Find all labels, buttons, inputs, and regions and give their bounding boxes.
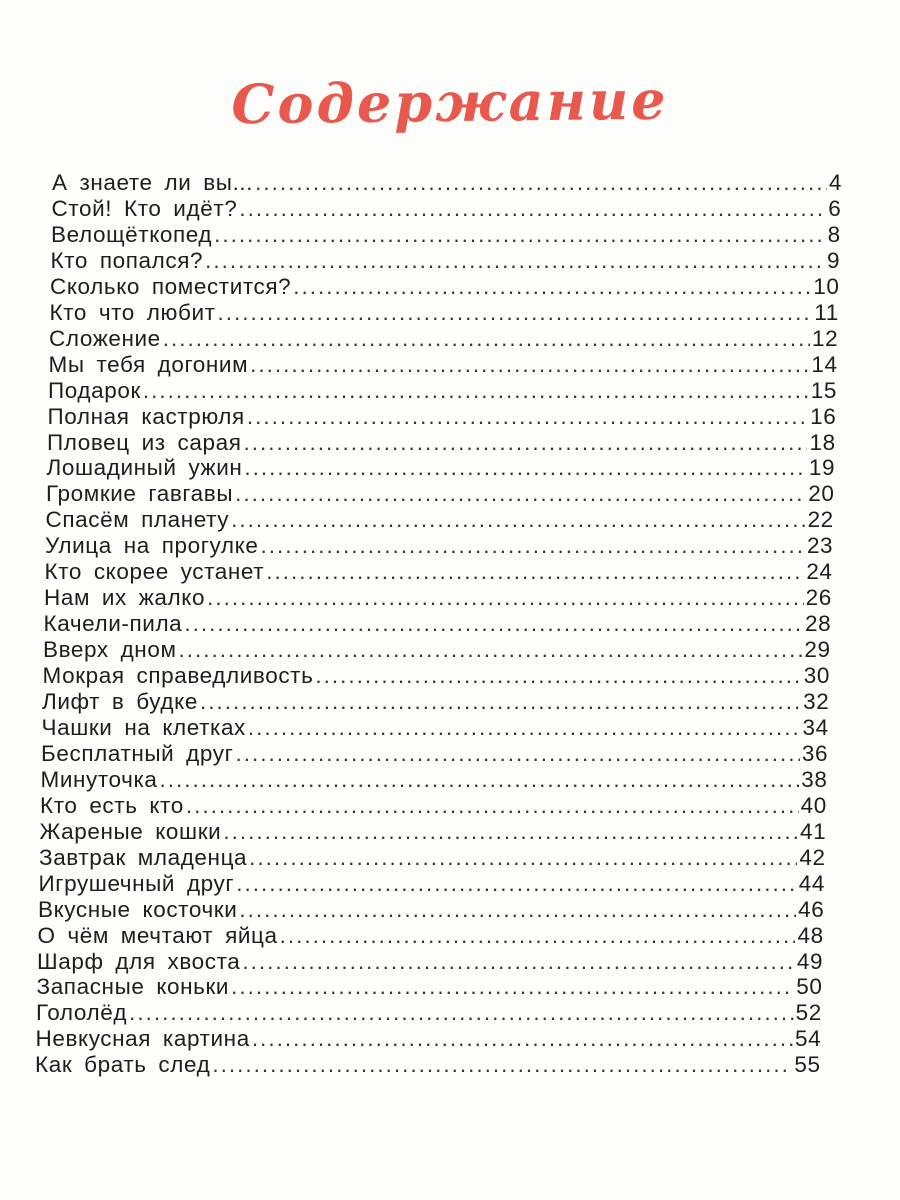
entry-title: Лифт в будке	[42, 689, 198, 714]
toc-entry[interactable]	[46, 481, 834, 507]
dot-leader	[160, 767, 800, 793]
entry-title: Невкусная картина	[35, 1026, 250, 1052]
entry-page-number: 6	[828, 195, 842, 221]
entry-title: Жареные кошки	[39, 818, 222, 844]
dot-leader	[252, 1026, 793, 1052]
dot-leader	[266, 559, 804, 585]
toc-entry[interactable]	[39, 845, 826, 871]
entry-title: Гололёд	[36, 1000, 128, 1026]
dot-leader	[231, 507, 805, 533]
toc-entry[interactable]	[49, 352, 838, 378]
toc-entry[interactable]	[51, 222, 841, 248]
toc-entry[interactable]	[41, 767, 828, 793]
entry-title: Лошадиный ужин	[46, 455, 243, 481]
dot-leader	[205, 248, 825, 274]
entry-title: Вверх дном	[43, 637, 177, 663]
entry-page-number: 32	[803, 689, 830, 714]
entry-title: Стой! Кто идёт?	[51, 195, 238, 221]
entry-page-number: 4	[828, 170, 842, 195]
entry-page-number: 30	[803, 663, 831, 689]
toc-entry[interactable]	[47, 430, 836, 456]
toc-entry[interactable]	[44, 585, 832, 611]
entry-page-number: 9	[826, 247, 841, 273]
toc-entry[interactable]	[40, 819, 827, 845]
entry-title: Кто скорее устанет	[44, 559, 265, 585]
toc-entry[interactable]	[43, 637, 831, 663]
entry-page-number: 55	[794, 1052, 821, 1078]
entry-title: Кто что любит	[49, 299, 216, 325]
entry-title: Нам их жалко	[44, 585, 206, 611]
entry-title: Завтрак младенца	[39, 844, 248, 870]
dot-leader	[184, 611, 803, 637]
entry-page-number: 19	[808, 455, 836, 481]
dot-leader	[214, 222, 825, 248]
entry-title: Качели-пила	[43, 611, 183, 637]
toc-entry[interactable]	[36, 1026, 822, 1052]
entry-page-number: 8	[827, 221, 841, 247]
toc-entry[interactable]	[48, 404, 837, 430]
dot-leader	[244, 430, 808, 456]
entry-page-number: 54	[794, 1026, 822, 1052]
entry-page-number: 24	[806, 559, 833, 585]
toc-entry[interactable]	[51, 248, 841, 274]
toc-entry[interactable]	[52, 196, 842, 222]
entry-page-number: 15	[810, 377, 837, 403]
entry-title: Мы тебя догоним	[48, 351, 249, 377]
toc-entry[interactable]	[48, 378, 837, 404]
dot-leader	[255, 170, 827, 196]
dot-leader	[242, 949, 794, 975]
entry-page-number: 49	[796, 948, 824, 974]
entry-title: Кто есть кто	[40, 792, 184, 818]
toc-entry[interactable]	[47, 455, 836, 481]
entry-page-number: 42	[799, 844, 826, 870]
toc-entry[interactable]	[35, 1052, 821, 1078]
toc-entry[interactable]	[45, 533, 833, 559]
toc-entry[interactable]	[38, 897, 824, 923]
entry-page-number: 48	[797, 922, 824, 948]
toc-entry[interactable]	[46, 507, 834, 533]
dot-leader	[239, 196, 826, 222]
entry-page-number: 38	[801, 766, 828, 792]
toc-entry[interactable]	[39, 871, 825, 897]
entry-page-number: 50	[796, 974, 823, 1000]
entry-title: Чашки на клетках	[41, 714, 246, 740]
dot-leader	[260, 533, 804, 559]
toc-entry[interactable]	[45, 559, 833, 585]
dot-leader	[186, 793, 799, 819]
dot-leader	[163, 326, 810, 352]
entry-title: Мокрая справедливость	[42, 663, 314, 689]
dot-leader	[179, 637, 803, 663]
entry-page-number: 46	[798, 896, 825, 922]
entry-page-number: 18	[809, 429, 836, 455]
toc-entry[interactable]	[37, 949, 823, 975]
entry-title: А знаете ли вы...	[52, 170, 254, 195]
entry-title: Вкусные косточки	[38, 896, 238, 922]
entry-title: Кто попался?	[50, 247, 204, 273]
dot-leader	[293, 274, 811, 300]
toc-entry[interactable]	[38, 923, 824, 949]
entry-page-number: 14	[811, 351, 838, 377]
dot-leader	[239, 897, 796, 923]
dot-leader	[212, 1052, 792, 1078]
toc-entry[interactable]	[43, 663, 831, 689]
toc-entry[interactable]	[36, 1000, 822, 1026]
entry-title: Как брать след	[35, 1052, 211, 1078]
toc-entry[interactable]	[50, 274, 839, 300]
entry-page-number: 16	[810, 403, 837, 429]
toc-entry[interactable]	[42, 715, 829, 741]
entry-page-number: 22	[807, 507, 834, 533]
entry-title: Спасём планету	[45, 507, 230, 533]
toc-entry[interactable]	[49, 326, 838, 352]
entry-title: Пловец из сарая	[47, 429, 242, 455]
entry-title: Сложение	[49, 325, 161, 351]
entry-page-number: 20	[808, 481, 835, 507]
dot-leader	[244, 455, 806, 481]
dot-leader	[207, 585, 804, 611]
dot-leader	[315, 663, 801, 689]
page-title: Содержание	[231, 67, 669, 137]
entry-page-number: 11	[814, 299, 839, 325]
entry-title: Улица на прогулке	[45, 533, 259, 559]
entry-page-number: 40	[800, 792, 827, 818]
dot-leader	[218, 300, 813, 326]
entry-page-number: 10	[813, 273, 840, 299]
entry-title: Шарф для хвоста	[37, 948, 241, 974]
toc-entry[interactable]	[42, 689, 829, 715]
dot-leader	[235, 741, 799, 767]
entry-title: Игрушечный друг	[38, 870, 235, 896]
toc-entry[interactable]	[40, 793, 827, 819]
entry-page-number: 26	[805, 585, 832, 611]
entry-title: Полная кастрюля	[47, 403, 245, 429]
dot-leader	[143, 378, 809, 404]
toc-entry[interactable]	[41, 741, 828, 767]
entry-page-number: 44	[798, 870, 825, 896]
entry-page-number: 23	[806, 533, 834, 559]
dot-leader	[250, 352, 809, 378]
entry-page-number: 36	[801, 740, 829, 766]
entry-page-number: 28	[805, 611, 832, 637]
entry-page-number: 41	[800, 818, 827, 844]
toc-entry[interactable]	[50, 300, 839, 326]
entry-title: Бесплатный друг	[41, 740, 234, 766]
entry-title: Велощёткопед	[51, 221, 213, 247]
dot-leader	[223, 819, 798, 845]
entry-title: Громкие гавгавы	[46, 481, 234, 507]
dot-leader	[236, 871, 797, 897]
toc-entry[interactable]	[44, 611, 832, 637]
entry-title: Запасные коньки	[36, 974, 230, 1000]
entry-page-number: 34	[802, 714, 829, 740]
dot-leader	[248, 715, 801, 741]
dot-leader	[235, 481, 806, 507]
dot-leader	[247, 404, 808, 430]
entry-title: Подарок	[48, 377, 141, 403]
entry-page-number: 29	[804, 637, 831, 663]
entry-title: О чём мечтают яйца	[37, 922, 278, 948]
dot-leader	[231, 974, 794, 1000]
entry-page-number: 12	[811, 325, 839, 351]
toc-entry[interactable]	[37, 974, 823, 1000]
dot-leader	[200, 689, 801, 715]
entry-page-number: 52	[795, 1000, 822, 1026]
toc-entry[interactable]	[52, 170, 842, 196]
entry-title: Минуточка	[40, 766, 158, 792]
dot-leader	[280, 923, 796, 949]
dot-leader	[129, 1000, 794, 1026]
dot-leader	[249, 845, 797, 871]
entry-title: Сколько поместится?	[50, 273, 292, 299]
